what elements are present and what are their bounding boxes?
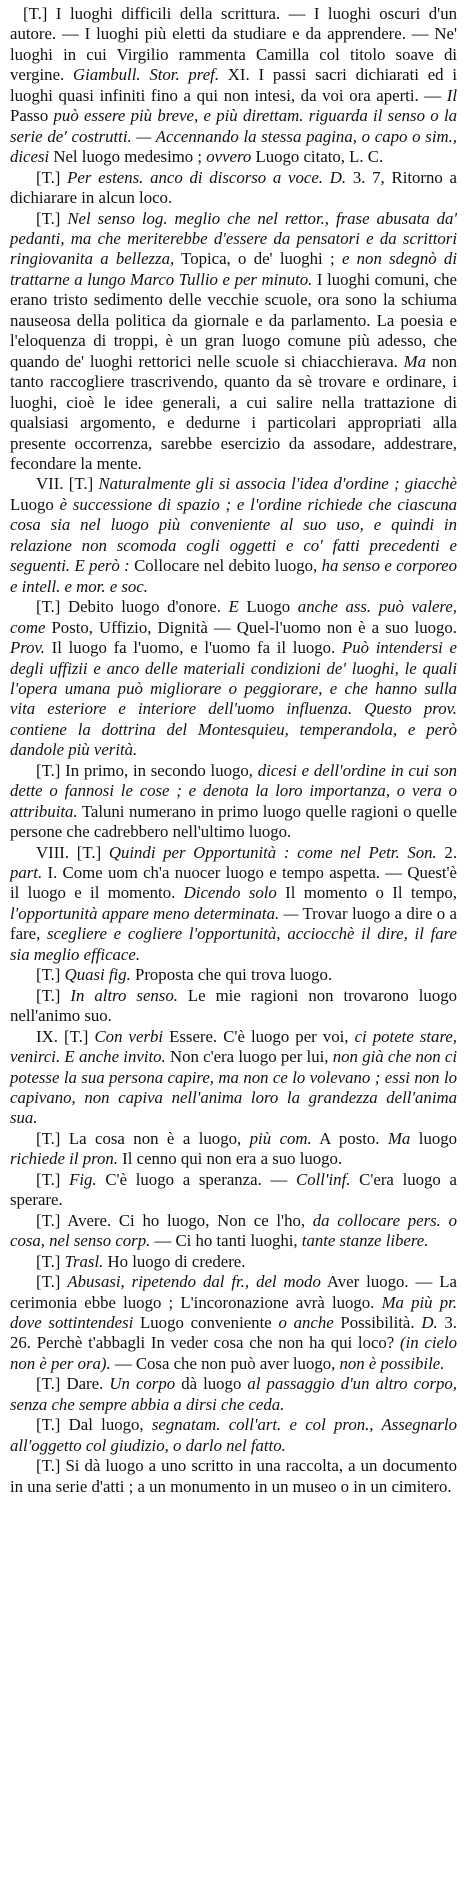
paragraph-5: [T.] Debito luogo d'onore. E Luogo anche ass. può valere, come Posto, Uffizio, Dignità — Quel-l'uomo non è a suo luogo. Prov. Il luogo fa l'uomo, e l'uomo fa il luogo. Può intendersi e degli uffizii e anco delle materiali condizioni de' luoghi, le quali l'opera umana può migliorare o peggiorare, e che hanno sulla vita esteriore e interiore dell'uomo influenza. Questo prov. contiene la dottrina del Montesquieu, temperandola, e però dandole più verità. bbox=[10, 597, 457, 760]
paragraph-14: [T.] Trasl. Ho luogo di credere. bbox=[36, 1251, 246, 1271]
paragraph-8: [T.] Quasi fig. Proposta che qui trova luogo. bbox=[36, 965, 333, 985]
paragraph-9: [T.] In altro senso. Le mie ragioni non trovarono luogo nell'animo suo. bbox=[10, 985, 457, 1026]
paragraph-6: [T.] In primo, in secondo luogo, dicesi e dell'ordine in cui son dette o fannosi le cose ; e denota la loro importanza, o vera o attribuita. Taluni numerano in primo luogo quelle ragioni o quelle persone che cadrebbero nell'ultimo luogo. bbox=[10, 760, 457, 842]
paragraph-15: [T.] Abusasi, ripetendo dal fr., del modo Aver luogo. — La cerimonia ebbe luogo ; L'incoronazione avrà luogo. Ma più pr. dove sottintendesi Luogo conveniente o anche Possibilità. D. 3. 26. Perchè t'abbagli In veder cosa che non ha qui loco? (in cielo non è per ora). — Cosa che non può aver luogo, non è possibile. bbox=[10, 1272, 457, 1373]
paragraph-13: [T.] Avere. Ci ho luogo, Non ce l'ho, da collocare pers. o cosa, nel senso corp. — Ci ho tanti luoghi, tante stanze libere. bbox=[10, 1210, 457, 1251]
paragraph-12: [T.] Fig. C'è luogo a speranza. — Coll'inf. C'era luogo a sperare. bbox=[10, 1169, 457, 1210]
paragraph-11: [T.] La cosa non è a luogo, più com. A posto. Ma luogo richiede il pron. Il cenno qui non era a suo luogo. bbox=[10, 1128, 458, 1169]
paragraph-1: [T.] I luoghi difficili della scrittura. — I luoghi oscuri d'un autore. — I luoghi più eletti da studiare e da apprendere. — Ne' luoghi in cui Virgilio rammenta Camilla col titolo soave di vergine. Giambull. Stor. pref. XI. I passi sacri dichiarati ed i luoghi quasi infiniti fino a qui non intesi, da voi ora aperti. — Il Passo può essere più breve, e più direttam. riguarda il senso o la serie de' costrutti. — Accennando la stessa pagina, o capo o sim., dicesi Nel luogo medesimo ; ovvero Luogo citato, L. C. bbox=[10, 4, 457, 167]
paragraph-2: [T.] Per estens. anco di discorso a voce. D. 3. 7, Ritorno a dichiarare in alcun loco. bbox=[10, 167, 457, 208]
paragraph-3: [T.] Nel senso log. meglio che nel rettor., frase abusata da' pedanti, ma che meriterebbe d'essere da pensatori e da scrittori ringiovanita a bellezza, Topica, o de' luoghi ; e non sdegnò di trattarne a lungo Marco Tullio e per minuto. I luoghi comuni, che erano tristo sedimento delle vecchie scuole, ora sono la schiuma nauseosa della politica da giornale e da parlamento. La poesia e l'eloquenza di troppi, è un gran luogo comune più adesso, che quando de' luoghi rettorici nelle scuole si chiacchierava. Ma non tanto raccogliere trascrivendo, quanto da sè trovare e ordinare, i luoghi, cioè le idee generali, a cui salire nella trattazione di qualsiasi argomento, e dedurne i particolari appropriati alla presente occorrenza, sarebbe esercizio da assodare, addestrare, fecondare la mente. bbox=[10, 208, 458, 473]
paragraph-18: [T.] Si dà luogo a uno scritto in una raccolta, a un documento in una serie d'atti ; a un monumento in un museo o in un cimitero. bbox=[10, 1456, 457, 1496]
paragraph-17: [T.] Dal luogo, segnatam. coll'art. e col pron., Assegnarlo all'oggetto col giudizio, o darlo nel fatto. bbox=[10, 1415, 457, 1455]
section-vii-paragraph: VII. [T.] Naturalmente gli si associa l'idea d'ordine ; giacchè Luogo è successione di spazio ; e l'ordine richiede che ciascuna cosa sia nel luogo più conveniente al suo uso, e quindi in relazione non scomoda cogli oggetti e co' fatti precedenti e seguenti. E però : Collocare nel debito luogo, ha senso e corporeo e intell. e mor. e soc. bbox=[10, 474, 458, 596]
section-viii-paragraph: VIII. [T.] Quindi per Opportunità : come nel Petr. Son. 2. part. I. Come uom ch'a nuocer luogo e tempo aspetta. — Quest'è il luogo e il momento. Dicendo solo Il momento o Il tempo, l'opportunità appare meno determinata. — Trovar luogo a dire o a fare, scegliere e cogliere l'opportunità, acciocchè il dire, il fare sia meglio efficace. bbox=[10, 842, 458, 964]
section-ix-paragraph: IX. [T.] Con verbi Essere. C'è luogo per voi, ci potete stare, venirci. E anche invito. Non c'era luogo per lui, non già che non ci potesse la sua persona capire, ma non ce lo volevano ; essi non lo capivano, non capiva nell'anima loro la grandezza dell'anima sua. bbox=[10, 1026, 458, 1128]
paragraph-16: [T.] Dare. Un corpo dà luogo al passaggio d'un altro corpo, senza che sempre abbia a dirsi che ceda. bbox=[10, 1374, 457, 1414]
